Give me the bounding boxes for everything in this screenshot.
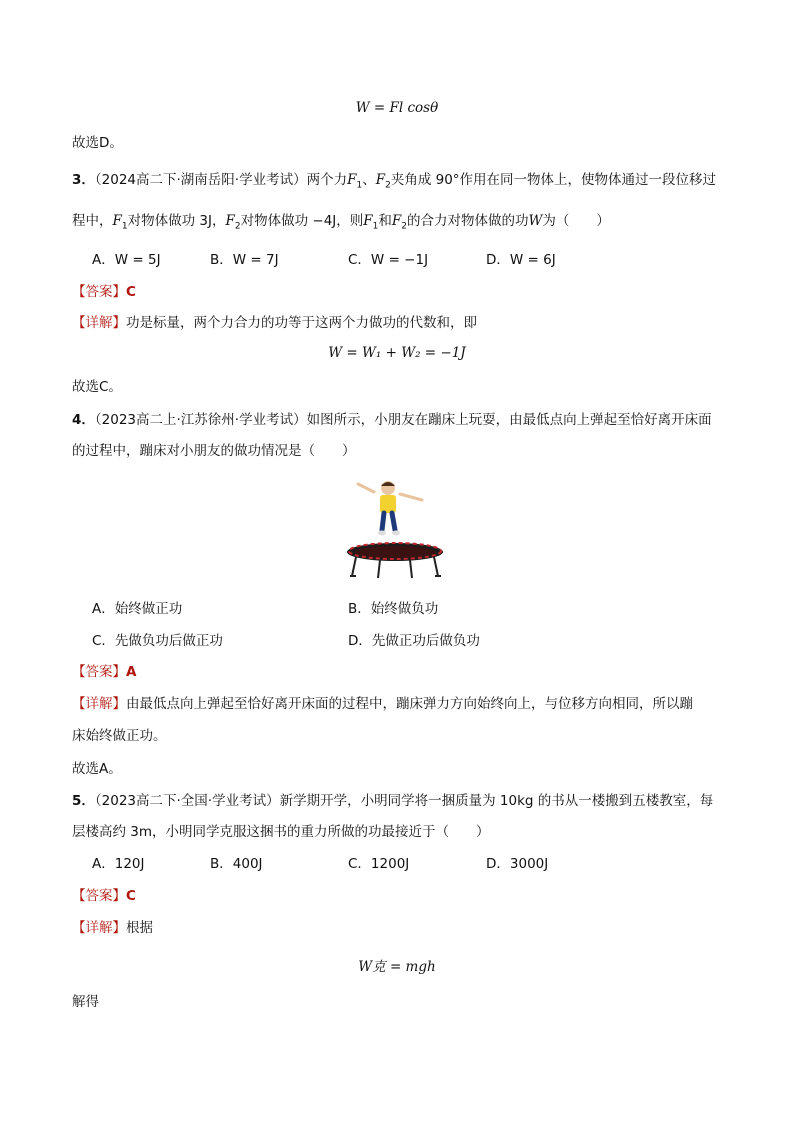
q4-option-c: C．先做负功后做正功 bbox=[92, 633, 223, 649]
q4-option-b: B．始终做负功 bbox=[348, 601, 439, 617]
q5-stem-line2: 层楼高约 3m，小明同学克服这捆书的重力所做的功最接近于（ ） bbox=[72, 824, 490, 840]
trampoline-child-illustration bbox=[330, 478, 460, 583]
q3-option-b: B．W = 7J bbox=[210, 252, 279, 268]
q5-option-d: D．3000J bbox=[486, 856, 549, 872]
q5-option-c: C．1200J bbox=[348, 856, 410, 872]
q3-option-d: D．W = 6J bbox=[486, 252, 556, 268]
q4-detail-line2: 床始终做正功。 bbox=[72, 728, 167, 744]
q3-answer: 【答案】C bbox=[72, 284, 136, 300]
q3-formula: W = W₁ + W₂ = −1J bbox=[328, 345, 466, 361]
q3-source: （2024高二下·湖南岳阳·学业考试） bbox=[94, 172, 307, 188]
q5-option-a: A．120J bbox=[92, 856, 145, 872]
q5-detail: 【详解】根据 bbox=[72, 920, 153, 936]
q5-formula: W克 = mgh bbox=[358, 959, 436, 975]
q5-stem-line1: 5．（2023高二下·全国·学业考试）新学期开学，小明同学将一捆质量为 10kg 的书从一楼搬到五楼教室，每 bbox=[72, 793, 714, 809]
q4-stem-line1: 4．（2023高二上·江苏徐州·学业考试）如图所示，小朋友在蹦床上玩耍，由最低点向上弹起至恰好离开床面 bbox=[72, 412, 712, 428]
q3-detail: 【详解】功是标量，两个力合力的功等于这两个力做功的代数和，即 bbox=[72, 315, 477, 331]
q5-answer: 【答案】C bbox=[72, 888, 136, 904]
q4-option-d: D．先做正功后做负功 bbox=[348, 633, 480, 649]
q3-stem-line1: 3．（2024高二下·湖南岳阳·学业考试）两个力$F_1$、$F_2$夹角成 90°作用在同一物体上，使物体通过一段位移过 bbox=[72, 172, 717, 191]
formula-work-definition: W = Fl cosθ bbox=[355, 100, 439, 116]
q2-conclusion: 故选D。 bbox=[72, 135, 123, 151]
q3-conclusion: 故选C。 bbox=[72, 379, 122, 395]
q4-conclusion: 故选A。 bbox=[72, 761, 122, 777]
q3-option-a: A．W = 5J bbox=[92, 252, 161, 268]
q3-stem-line2: 程中，$F_1$对物体做功 3J，$F_2$对物体做功 −4J，则$F_1$和$F_2$的合力对物体做的功W为（ ） bbox=[72, 213, 610, 232]
q4-option-a: A．始终做正功 bbox=[92, 601, 183, 617]
q4-detail-line1: 【详解】由最低点向上弹起至恰好离开床面的过程中，蹦床弹力方向始终向上，与位移方向相同，所以蹦 bbox=[72, 696, 693, 712]
q5-solve-label: 解得 bbox=[72, 994, 99, 1010]
q4-answer: 【答案】A bbox=[72, 664, 137, 680]
q3-number: 3． bbox=[72, 172, 95, 188]
q4-stem-line2: 的过程中，蹦床对小朋友的做功情况是（ ） bbox=[72, 443, 356, 459]
q3-option-c: C．W = −1J bbox=[348, 252, 429, 268]
q5-option-b: B．400J bbox=[210, 856, 263, 872]
